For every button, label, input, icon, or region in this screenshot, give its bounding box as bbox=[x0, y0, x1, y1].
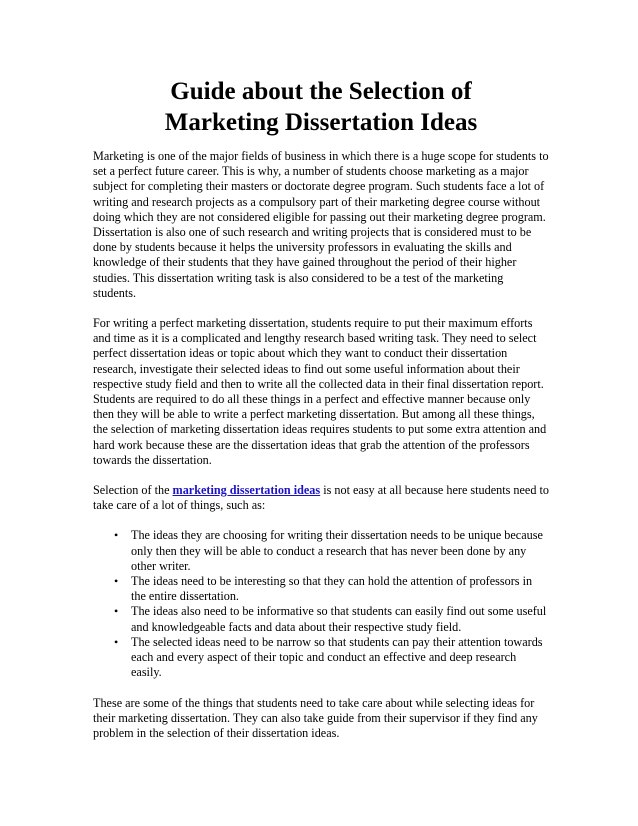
title-line-2: Marketing Dissertation Ideas bbox=[164, 109, 478, 136]
paragraph-writing: For writing a perfect marketing dissertation, students require to put their maximum efforts and time as it is a complicated and lengthy research based writing task. They need to select perfect dissertation ideas or topic about which they want to conduct their dissertation research, investigate their selected ideas to find out some useful information about their respective study field and then to write all the collected data in their final dissertation report. Students are required to do all these things in a perfect and effective manner because only then they will be able to write a perfect marketing dissertation. But among all these things, the selection of marketing dissertation ideas requires students to put some extra attention and hard work because these are the dissertation ideas that grab the attention of the professors towards the dissertation. bbox=[93, 316, 547, 467]
selection-text-before: Selection of the bbox=[93, 483, 173, 498]
marketing-dissertation-ideas-link[interactable]: marketing dissertation ideas bbox=[172, 483, 321, 498]
list-item-text: The ideas they are choosing for writing their dissertation needs to be unique because only then they will be able to conduct a research that has never been done by any other writer. bbox=[131, 528, 543, 573]
document-body bbox=[93, 149, 549, 741]
bullet-icon: • bbox=[114, 574, 119, 589]
paragraph-conclusion: These are some of the things that students need to take care about while selecting ideas for their marketing dissertation. They can also take guide from their supervisor if they find any problem in the selection of their dissertation ideas. bbox=[93, 695, 538, 740]
selection-text-after: is not easy at all because here students need to take care of a lot of things, such as: bbox=[93, 483, 549, 513]
list-item-text: The ideas need to be interesting so that they can hold the attention of professors in the entire dissertation. bbox=[131, 574, 533, 604]
document-page bbox=[93, 76, 549, 756]
title-line-1: Guide about the Selection of bbox=[170, 78, 472, 105]
bullet-icon: • bbox=[114, 528, 119, 543]
list-item-text: The selected ideas need to be narrow so that students can pay their attention towards each and every aspect of their topic and conduct an effective and deep research easily. bbox=[131, 634, 543, 680]
list-item bbox=[93, 604, 549, 634]
list-item bbox=[93, 635, 549, 681]
bullet-icon: • bbox=[114, 634, 119, 649]
list-item-text: The ideas also need to be informative so that students can easily find out some useful and knowledgeable facts and data about their respective study field. bbox=[131, 604, 547, 634]
requirements-list bbox=[93, 528, 549, 680]
document-title bbox=[93, 76, 549, 138]
list-item bbox=[93, 574, 549, 604]
list-item bbox=[93, 528, 549, 574]
paragraph-intro: Marketing is one of the major fields of business in which there is a huge scope for students to set a perfect future career. This is why, a number of students choose marketing as a major subject for completing their masters or doctorate degree program. Such students face a lot of writing and research projects as a compulsory part of their marketing degree course without doing which they are not considered eligible for passing out their marketing degree program. Dissertation is also one of such research and writing projects that is considered must to be done by students because it helps the university professors in evaluating the skills and knowledge of their students that they have gained throughout the period of their higher studies. This dissertation writing task is also considered to be a test of the marketing students. bbox=[93, 149, 549, 300]
bullet-icon: • bbox=[114, 604, 119, 619]
paragraph-selection bbox=[93, 483, 549, 513]
